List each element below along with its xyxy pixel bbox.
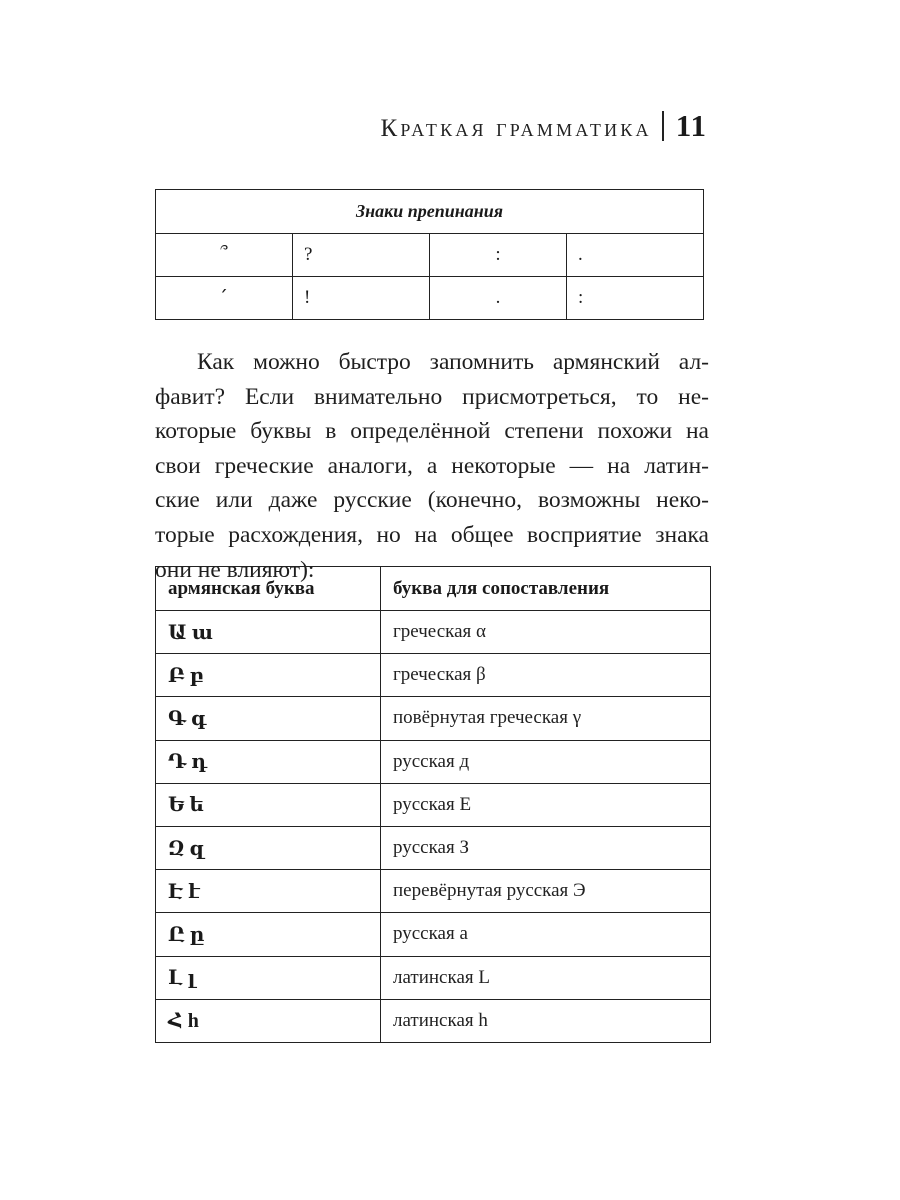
table-cell: ՞ bbox=[156, 234, 293, 277]
armenian-letter: Ը ը bbox=[156, 913, 381, 956]
table-row bbox=[156, 697, 711, 740]
table-row bbox=[156, 234, 704, 277]
table-cell: ՛ bbox=[156, 277, 293, 320]
paragraph-line: фавит? Если внимательно присмотреться, то не- bbox=[155, 383, 709, 410]
header-divider bbox=[662, 111, 664, 141]
column-header-comparison: буква для сопоставления bbox=[381, 567, 711, 611]
armenian-letter: Է է bbox=[156, 870, 381, 913]
table-cell: : bbox=[567, 277, 704, 320]
table-row bbox=[156, 956, 711, 999]
armenian-letter: Ա ա bbox=[156, 611, 381, 654]
comparison-letter: повёрнутая греческая γ bbox=[381, 697, 711, 740]
comparison-letter: латинская h bbox=[381, 999, 711, 1042]
armenian-letter: Դ դ bbox=[156, 740, 381, 783]
table-row bbox=[156, 654, 711, 697]
comparison-letter: русская З bbox=[381, 826, 711, 869]
table-cell: . bbox=[567, 234, 704, 277]
table-cell: . bbox=[430, 277, 567, 320]
armenian-letter: Գ գ bbox=[156, 697, 381, 740]
comparison-letter: перевёрнутая русская Э bbox=[381, 870, 711, 913]
paragraph-line: ские или даже русские (конечно, возможны неко- bbox=[155, 487, 709, 514]
comparison-letter: греческая β bbox=[381, 654, 711, 697]
armenian-letter: Լ լ bbox=[156, 956, 381, 999]
punctuation-table bbox=[155, 189, 704, 320]
paragraph-line: свои греческие аналоги, а некоторые — на латин- bbox=[155, 452, 709, 479]
table-cell: ? bbox=[293, 234, 430, 277]
table-row bbox=[156, 611, 711, 654]
comparison-letter: русская Е bbox=[381, 783, 711, 826]
table-cell: : bbox=[430, 234, 567, 277]
column-header-armenian: армянская буква bbox=[156, 567, 381, 611]
table-row bbox=[156, 826, 711, 869]
page-number: 11 bbox=[675, 108, 707, 143]
comparison-letter: греческая α bbox=[381, 611, 711, 654]
comparison-letter: русская а bbox=[381, 913, 711, 956]
table-header-row bbox=[156, 567, 711, 611]
comparison-letter: русская д bbox=[381, 740, 711, 783]
paragraph-line: торые расхождения, но на общее восприятие знака bbox=[155, 521, 709, 548]
table-row bbox=[156, 783, 711, 826]
table-row bbox=[156, 740, 711, 783]
punctuation-table-title: Знаки препинания bbox=[156, 190, 704, 234]
armenian-letter: Ե ե bbox=[156, 783, 381, 826]
table-cell: ! bbox=[293, 277, 430, 320]
table-row bbox=[156, 870, 711, 913]
paragraph-line: Как можно быстро запомнить армянский ал- bbox=[197, 349, 709, 375]
table-row bbox=[156, 913, 711, 956]
letter-comparison-table bbox=[155, 566, 711, 1043]
comparison-letter: латинская L bbox=[381, 956, 711, 999]
table-row bbox=[156, 999, 711, 1042]
paragraph-line: они не влияют): bbox=[155, 556, 315, 583]
paragraph-line: которые буквы в определённой степени похожи на bbox=[155, 418, 709, 445]
table-row bbox=[156, 277, 704, 320]
armenian-letter: Զ զ bbox=[156, 826, 381, 869]
body-paragraph bbox=[155, 345, 709, 587]
running-header bbox=[0, 108, 707, 144]
armenian-letter: Բ բ bbox=[156, 654, 381, 697]
chapter-title: Краткая грамматика bbox=[380, 115, 652, 142]
armenian-letter: Հ h bbox=[156, 999, 381, 1042]
